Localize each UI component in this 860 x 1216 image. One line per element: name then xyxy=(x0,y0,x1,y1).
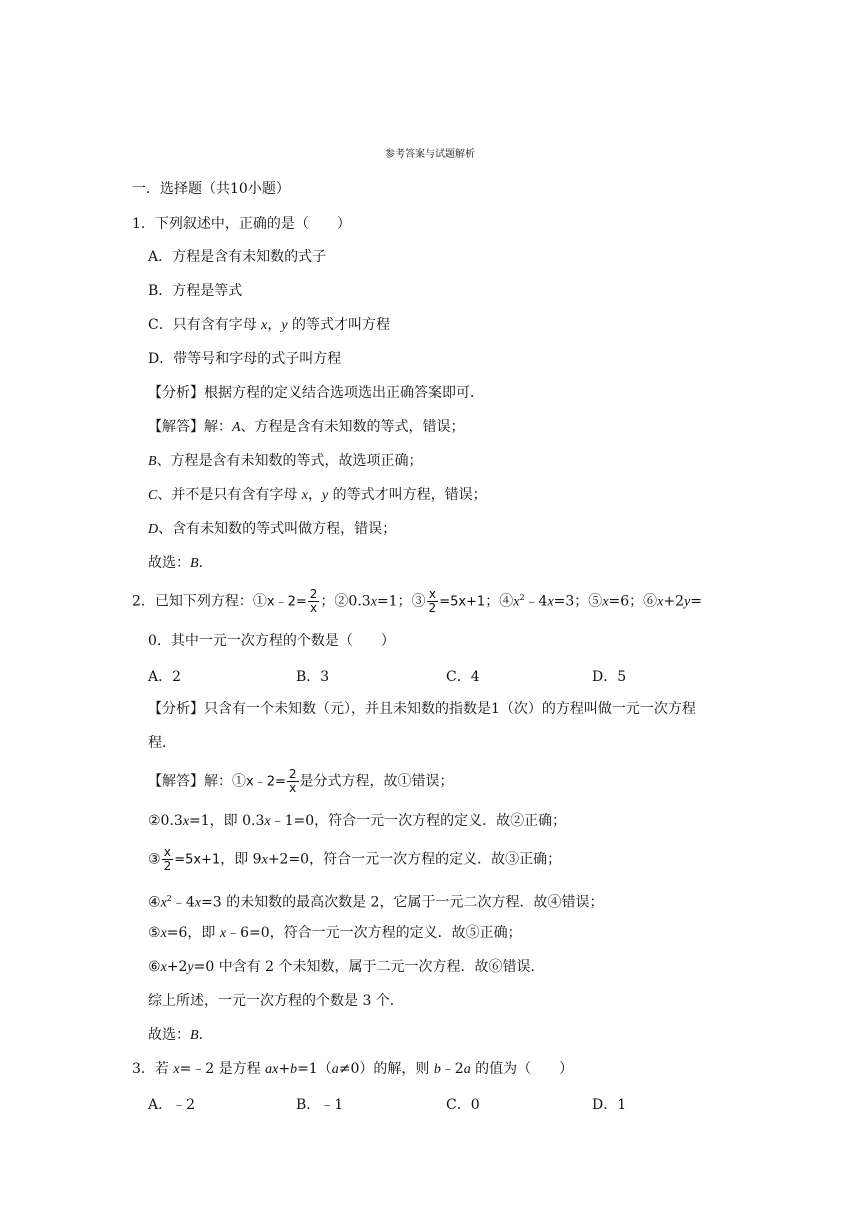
page-title: 参考答案与试题解析 xyxy=(385,149,475,160)
q1-solution-line: C、并不是只有含有字母 x，y 的等式才叫方程，错误； xyxy=(148,487,487,503)
q2-solution-line: 【解答】解：①x﹣2= $\frac{2}{x}$ 是分式方程，故①错误； xyxy=(148,767,454,795)
q1-answer: 故选：B． xyxy=(148,555,213,571)
section-heading: 一．选择题（共10小题） xyxy=(132,181,290,197)
q2-stem-cont: 0．其中一元一次方程的个数是（ ） xyxy=(148,633,395,649)
q1-stem: 1．下列叙述中，正确的是（ ） xyxy=(132,216,351,232)
fraction: $\frac{2}{x}$ xyxy=(309,587,318,615)
q1-solution-line: B、方程是含有未知数的等式，故选项正确； xyxy=(148,453,423,469)
fraction: $\frac{x}{2}$ xyxy=(428,587,437,615)
q2-solution-line: ②0.3x=1，即 0.3x﹣1=0，符合一元一次方程的定义．故②正确； xyxy=(148,813,567,829)
q1-analysis: 【分析】根据方程的定义结合选项选出正确答案即可． xyxy=(148,385,484,401)
q2-analysis-cont: 程． xyxy=(148,735,176,751)
q2-option-b: B．3 xyxy=(296,669,330,685)
q1-solution-line: D、含有未知数的等式叫做方程，错误； xyxy=(148,521,397,537)
q2-analysis: 【分析】只含有一个未知数（元），并且未知数的指数是1（次）的方程叫做一元一次方程 xyxy=(148,701,696,717)
q1-option-d: D．带等号和字母的式子叫方程 xyxy=(148,351,342,367)
q2-solution-line: ③ $\frac{x}{2}$ =5x+1，即 9x+2=0，符合一元一次方程的定义．故③正确； xyxy=(148,845,562,873)
q2-answer: 故选：B． xyxy=(148,1027,213,1043)
q3-option-d: D．1 xyxy=(592,1097,627,1113)
q2-summary: 综上所述，一元一次方程的个数是 3 个． xyxy=(148,993,404,1009)
fraction: $\frac{x}{2}$ xyxy=(163,845,172,873)
q2-option-a: A．2 xyxy=(148,669,182,685)
q1-option-c: C．只有含有字母 x，y 的等式才叫方程 xyxy=(148,317,391,333)
q1-option-a: A．方程是含有未知数的式子 xyxy=(148,249,327,265)
q3-option-c: C．0 xyxy=(446,1097,480,1113)
q1-option-b: B．方程是等式 xyxy=(148,283,243,299)
q3-option-b: B．﹣1 xyxy=(296,1097,344,1113)
q1-solution-line: 【解答】解：A、方程是含有未知数的等式，错误； xyxy=(148,419,465,435)
q3-stem: 3．若 x=﹣2 是方程 ax+b=1（a≠0）的解，则 b﹣2a 的值为（ ） xyxy=(132,1061,574,1077)
q2-stem: 2．已知下列方程：①x﹣2= $\frac{2}{x}$ ；②0.3x=1；③ $\frac{x}{2}$ =5x+1；$④x^2﹣4x=3$；⑤x=6；⑥x+2y= xyxy=(132,587,702,615)
q3-option-a: A．﹣2 xyxy=(148,1097,196,1113)
q2-option-c: C．4 xyxy=(446,669,480,685)
q2-solution-line: $④x^2﹣4x=3$ 的未知数的最高次数是 2，它属于一元二次方程．故④错误； xyxy=(148,894,604,911)
fraction: $\frac{2}{x}$ xyxy=(288,767,297,795)
q2-option-d: D．5 xyxy=(592,669,627,685)
q2-solution-line: ⑤x=6，即 x﹣6=0，符合一元一次方程的定义．故⑤正确； xyxy=(148,925,522,941)
q2-solution-line: ⑥x+2y=0 中含有 2 个未知数，属于二元一次方程．故⑥错误． xyxy=(148,959,545,975)
